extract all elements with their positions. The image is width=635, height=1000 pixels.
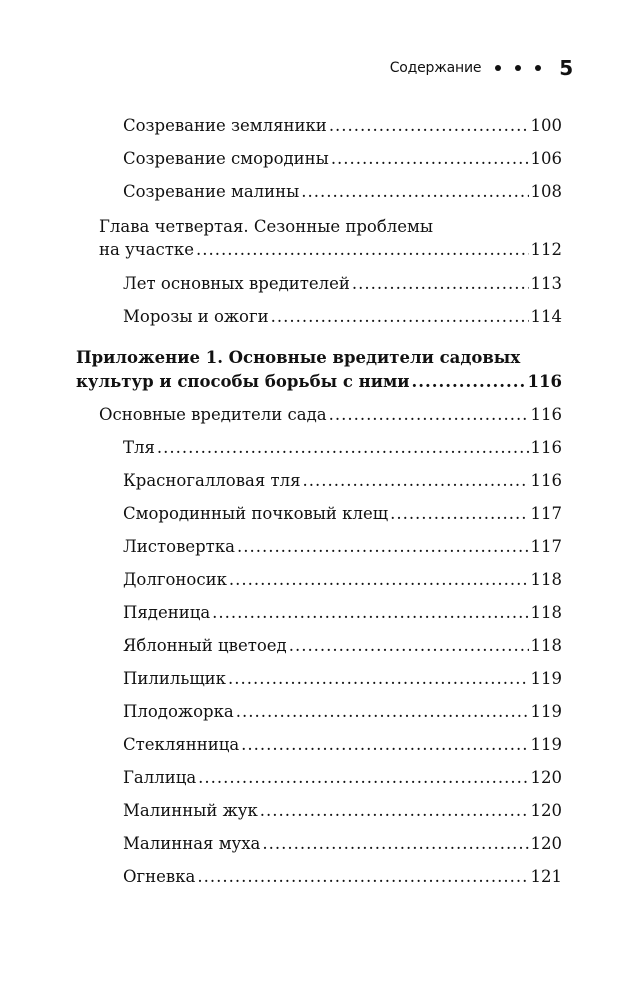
toc-chapter-title-line: Глава четвертая. Сезонные проблемы bbox=[99, 217, 433, 236]
toc-entry-page: 112 bbox=[530, 240, 562, 259]
toc-leader-dots bbox=[271, 305, 529, 329]
toc-entry-title: на участке bbox=[99, 240, 194, 259]
toc-entry bbox=[123, 667, 562, 691]
toc-entry-title: Пяденица bbox=[123, 603, 211, 622]
toc-entry-page: 120 bbox=[530, 834, 562, 853]
toc-leader-dots bbox=[262, 832, 528, 856]
toc-leader-dots bbox=[241, 733, 528, 757]
toc-entry-page: 100 bbox=[530, 116, 562, 135]
toc-appendix-entry bbox=[76, 370, 562, 394]
toc-entry bbox=[123, 799, 562, 823]
toc-entry-page: 117 bbox=[530, 504, 562, 523]
toc-entry-page: 118 bbox=[530, 603, 562, 622]
toc-entry bbox=[123, 469, 562, 493]
toc-entry-page: 120 bbox=[530, 801, 562, 820]
toc-entry-page: 118 bbox=[530, 636, 562, 655]
toc-entry bbox=[123, 114, 562, 138]
toc-entry-page: 116 bbox=[530, 471, 562, 490]
toc-entry-title: Смородинный почковый клещ bbox=[123, 504, 389, 523]
toc-entry-title: Огневка bbox=[123, 867, 196, 886]
toc-entry bbox=[123, 502, 562, 526]
toc-entry bbox=[123, 305, 562, 329]
toc-leader-dots bbox=[289, 634, 529, 658]
toc-leader-dots bbox=[229, 568, 529, 592]
toc-entry-title: Галлица bbox=[123, 768, 197, 787]
toc-chapter-entry bbox=[99, 238, 562, 262]
toc-entry-title: Тля bbox=[123, 438, 155, 457]
toc-entry-title: Малинная муха bbox=[123, 834, 261, 853]
toc-entry bbox=[123, 865, 562, 889]
toc-leader-dots bbox=[198, 766, 528, 790]
toc-entry-title: Созревание малины bbox=[123, 182, 300, 201]
toc-leader-dots bbox=[390, 502, 528, 526]
toc-entry-page: 118 bbox=[530, 570, 562, 589]
toc-entry bbox=[123, 535, 562, 559]
toc-leader-dots bbox=[303, 469, 529, 493]
toc-entry-title: Основные вредители сада bbox=[99, 405, 327, 424]
toc-entry bbox=[123, 832, 562, 856]
toc-leader-dots bbox=[197, 865, 528, 889]
toc-entry-page: 119 bbox=[530, 702, 562, 721]
toc-leader-dots bbox=[196, 238, 529, 262]
toc-leader-dots bbox=[301, 180, 528, 204]
toc-entry-title: Морозы и ожоги bbox=[123, 307, 269, 326]
toc-entry-page: 119 bbox=[530, 669, 562, 688]
toc-entry-title: Малинный жук bbox=[123, 801, 258, 820]
toc-leader-dots bbox=[237, 535, 529, 559]
header-page-number: 5 bbox=[559, 56, 573, 80]
header-dots bbox=[495, 65, 541, 71]
toc-entry bbox=[123, 634, 562, 658]
toc-entry-page: 108 bbox=[530, 182, 562, 201]
header-section-title: Содержание bbox=[389, 60, 482, 76]
toc-entry-page: 116 bbox=[527, 372, 562, 391]
toc-entry bbox=[123, 766, 562, 790]
toc-entry bbox=[123, 147, 562, 171]
toc-leader-dots bbox=[329, 403, 529, 427]
toc-entry bbox=[123, 568, 562, 592]
header-dot bbox=[535, 65, 541, 71]
toc-leader-dots bbox=[260, 799, 529, 823]
toc-leader-dots bbox=[331, 147, 529, 171]
toc-entry-page: 121 bbox=[530, 867, 562, 886]
toc-entry-page: 114 bbox=[530, 307, 562, 326]
toc-entry bbox=[123, 180, 562, 204]
running-header bbox=[390, 56, 573, 80]
toc-leader-dots bbox=[352, 272, 529, 296]
toc-appendix-title-line: Приложение 1. Основные вредители садовых bbox=[76, 348, 521, 367]
toc-entry bbox=[123, 436, 562, 460]
toc-entry-title: Яблонный цветоед bbox=[123, 636, 287, 655]
toc-entry bbox=[123, 601, 562, 625]
toc-entry-title: Листовертка bbox=[123, 537, 235, 556]
toc-entry-page: 117 bbox=[530, 537, 562, 556]
toc-leader-dots bbox=[329, 114, 529, 138]
toc-entry-title: Лет основных вредителей bbox=[123, 274, 350, 293]
header-dot bbox=[515, 65, 521, 71]
toc-leader-dots bbox=[236, 700, 529, 724]
toc-entry-page: 106 bbox=[530, 149, 562, 168]
toc-entry-page: 120 bbox=[530, 768, 562, 787]
toc-entry bbox=[123, 700, 562, 724]
toc-entry bbox=[123, 272, 562, 296]
toc-entry-title: Созревание земляники bbox=[123, 116, 327, 135]
toc-entry-title: культур и способы борьбы с ними bbox=[76, 372, 410, 391]
toc-leader-dots bbox=[412, 370, 526, 394]
toc-leader-dots bbox=[212, 601, 528, 625]
toc-entry-title: Красногалловая тля bbox=[123, 471, 301, 490]
toc-entry-page: 113 bbox=[530, 274, 562, 293]
toc-leader-dots bbox=[157, 436, 529, 460]
toc-entry bbox=[123, 733, 562, 757]
toc-entry-page: 116 bbox=[530, 405, 562, 424]
toc-entry-title: Стеклянница bbox=[123, 735, 240, 754]
toc-entry-title: Созревание смородины bbox=[123, 149, 329, 168]
header-dot bbox=[495, 65, 501, 71]
toc-entry-title: Долгоносик bbox=[123, 570, 227, 589]
toc-entry-title: Пилильщик bbox=[123, 669, 226, 688]
toc-entry-page: 119 bbox=[530, 735, 562, 754]
toc-leader-dots bbox=[228, 667, 529, 691]
toc-entry-title: Плодожорка bbox=[123, 702, 234, 721]
toc-entry-page: 116 bbox=[530, 438, 562, 457]
toc-section-entry bbox=[99, 403, 562, 427]
